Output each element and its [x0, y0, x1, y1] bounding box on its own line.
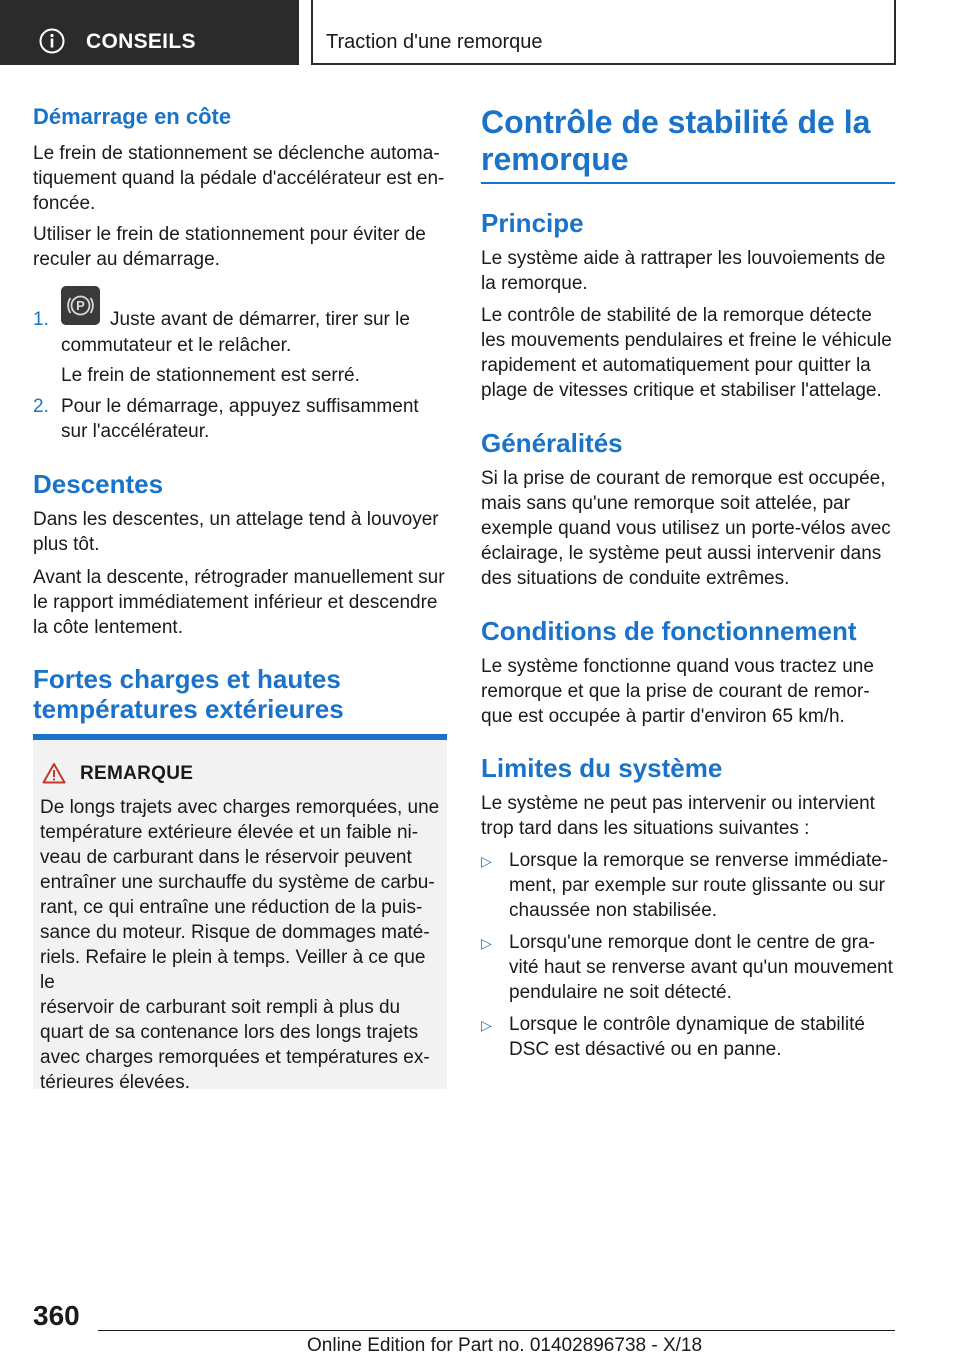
note-text: De longs trajets avec charges remorquées, une température extérieure élevée et un faible ni- veau de carburant dans le réservoir peuvent entraîner une surchauffe du système de carbu- rant, ce qui entraîne une réduction de la puis- sance du moteur. Risque de dommages maté- riels. Refaire le plein à temps. Veiller à ce que le réservoir de carburant soit rempli à plus du quart de sa contenance lors des longs trajets avec charges remorquées et températures ex- térieures élevées.: [40, 797, 440, 1093]
hill-start-para2: Utiliser le frein de stationnement pour éviter de reculer au démarrage.: [33, 224, 426, 270]
section-label: CONSEILS: [86, 30, 196, 53]
heading-principle: Principe: [481, 208, 584, 238]
page-title: Contrôle de stabilité de la remorque: [481, 104, 871, 177]
limits-bullet-2: Lorsqu'une remorque dont le centre de gra- vité haut se renverse avant qu'un mouvement pendulaire ne soit détecté.: [509, 932, 893, 1003]
info-icon: [38, 27, 66, 55]
heading-conditions: Conditions de fonctionnement: [481, 616, 857, 646]
heading-hill-start: Démarrage en côte: [33, 104, 232, 129]
conditions-para: Le système fonctionne quand vous tractez une remorque et que la prise de courant de remor- que est occupée à partir d'environ 65 km/h.: [481, 656, 874, 727]
bullet-marker: ▷: [481, 935, 492, 951]
principle-para1: Le système aide à rattraper les louvoiements de la remorque.: [481, 248, 886, 294]
step-1-line-1: Juste avant de démarrer, tirer sur le: [110, 309, 410, 330]
step-2-text: Pour le démarrage, appuyez suffisamment sur l'accélérateur.: [61, 396, 419, 442]
descents-para2: Avant la descente, rétrograder manuellement sur le rapport immédiatement inférieur et descendre la côte lentement.: [33, 567, 445, 638]
heading-limits: Limites du système: [481, 753, 723, 783]
svg-text:P: P: [76, 298, 85, 313]
step-1-line-2: commutateur et le relâcher.: [61, 335, 292, 356]
step-number: 2.: [33, 396, 49, 417]
limits-bullet-3: Lorsque le contrôle dynamique de stabilité DSC est désactivé ou en panne.: [509, 1014, 865, 1060]
heading-heavy-loads: Fortes charges et hautes températures extérieures: [33, 664, 344, 724]
general-para: Si la prise de courant de remorque est occupée, mais sans qu'une remorque soit attelée, par exemple quand vous utilisez un porte-vélos avec éclairage, le système peut aussi intervenir dans des situations de conduite extrêmes.: [481, 468, 891, 589]
heading-general: Généralités: [481, 428, 623, 458]
warning-triangle-icon: [42, 762, 66, 784]
descents-para1: Dans les descentes, un attelage tend à louvoyer plus tôt.: [33, 509, 439, 555]
chapter-title: Traction d'une remorque: [326, 31, 543, 53]
footer-edition: Online Edition for Part no. 01402896738 - X/18: [307, 1335, 703, 1356]
parking-brake-icon: [61, 286, 100, 325]
limits-para: Le système ne peut pas intervenir ou intervient trop tard dans les situations suivantes :: [481, 793, 875, 839]
page-number: 360: [33, 1300, 80, 1331]
heading-descents: Descentes: [33, 469, 164, 499]
title-underline: [481, 182, 895, 184]
bullet-marker: ▷: [481, 853, 492, 869]
principle-para2: Le contrôle de stabilité de la remorque détecte les mouvements pendulaires et freine le véhicule rapidement et automatiquement pour quitter la plage de vitesses critique et stabiliser l'attelage.: [481, 305, 892, 401]
footer-rule: [98, 1330, 895, 1331]
bullet-marker: ▷: [481, 1017, 492, 1033]
limits-bullet-1: Lorsque la remorque se renverse immédiate- ment, par exemple sur route glissante ou sur chaussée non stabilisée.: [509, 850, 889, 921]
note-title: REMARQUE: [80, 763, 194, 784]
step-number: 1.: [33, 309, 49, 330]
hill-start-para1: Le frein de stationnement se déclenche automa- tiquement quand la pédale d'accélérateur est en- foncée.: [33, 143, 445, 214]
step-1-note: Le frein de stationnement est serré.: [61, 365, 360, 386]
